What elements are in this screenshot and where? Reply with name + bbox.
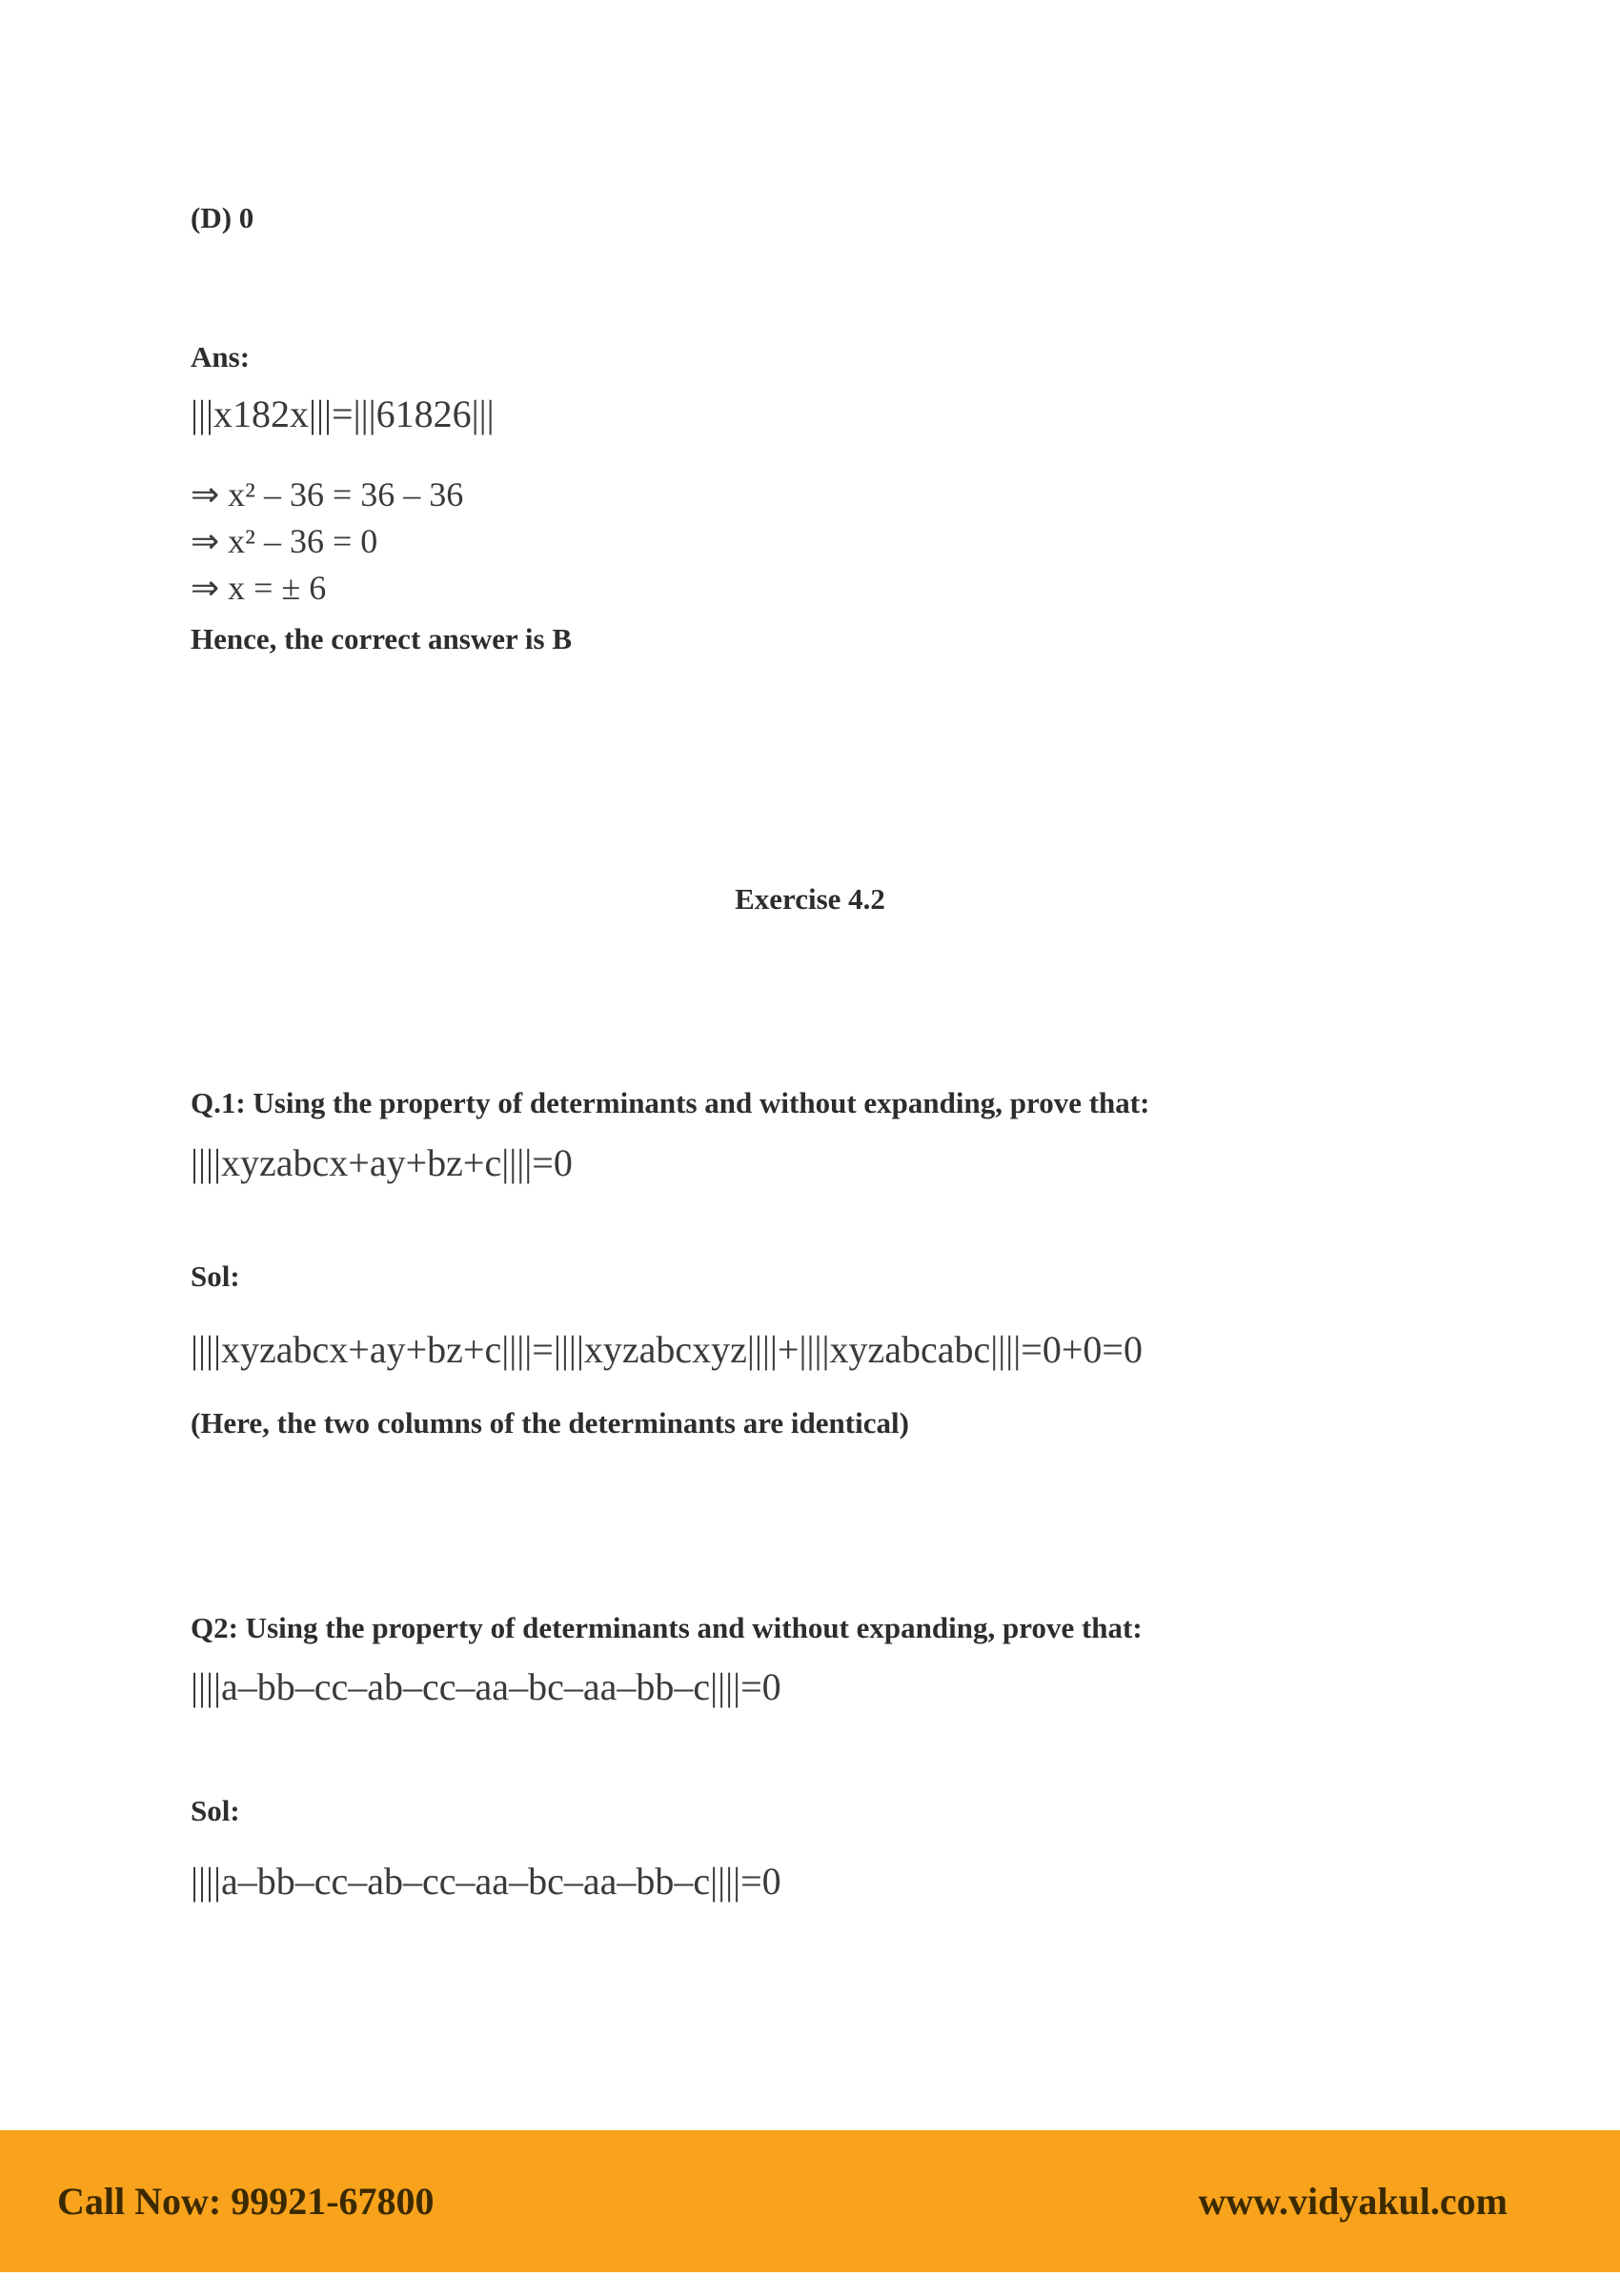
option-d-line: (D) 0: [191, 201, 254, 234]
question-1-note: (Here, the two columns of the determinants are identical): [191, 1406, 909, 1440]
answer-label: Ans:: [191, 340, 251, 373]
conclusion-line: Hence, the correct answer is B: [191, 622, 573, 655]
question-1-sol-label: Sol:: [191, 1259, 240, 1293]
exercise-title: Exercise 4.2: [735, 882, 885, 916]
document-page: [0, 200, 1620, 2296]
step-line-1: ⇒ x² – 36 = 36 – 36: [191, 475, 464, 514]
question-2-text: Q2: Using the property of determinants and without expanding, prove that:: [191, 1611, 1143, 1644]
question-1-solution-equation: ||||xyzabcx+ay+bz+c||||=||||xyzabcxyz||||+||||xyzabcabc||||=0+0=0: [191, 1328, 1143, 1371]
question-2-solution-equation: ||||a–bb–cc–ab–cc–aa–bc–aa–bb–c||||=0: [191, 1860, 781, 1903]
footer-phone: Call Now: 99921-67800: [57, 2180, 435, 2223]
question-2-sol-label: Sol:: [191, 1794, 240, 1827]
answer-determinant-equation: |||x182x|||=|||61826|||: [191, 393, 495, 435]
question-1-text: Q.1: Using the property of determinants and without expanding, prove that:: [191, 1086, 1150, 1119]
solution-steps: [0, 472, 1620, 612]
question-2-determinant-statement: ||||a–bb–cc–ab–cc–aa–bc–aa–bb–c||||=0: [191, 1665, 781, 1708]
question-1-determinant-statement: ||||xyzabcx+ay+bz+c||||=0: [191, 1141, 573, 1184]
footer-bar: [0, 2130, 1620, 2272]
footer-website: www.vidyakul.com: [1198, 2180, 1508, 2223]
step-line-2: ⇒ x² – 36 = 0: [191, 522, 378, 560]
step-line-3: ⇒ x = ± 6: [191, 569, 327, 607]
